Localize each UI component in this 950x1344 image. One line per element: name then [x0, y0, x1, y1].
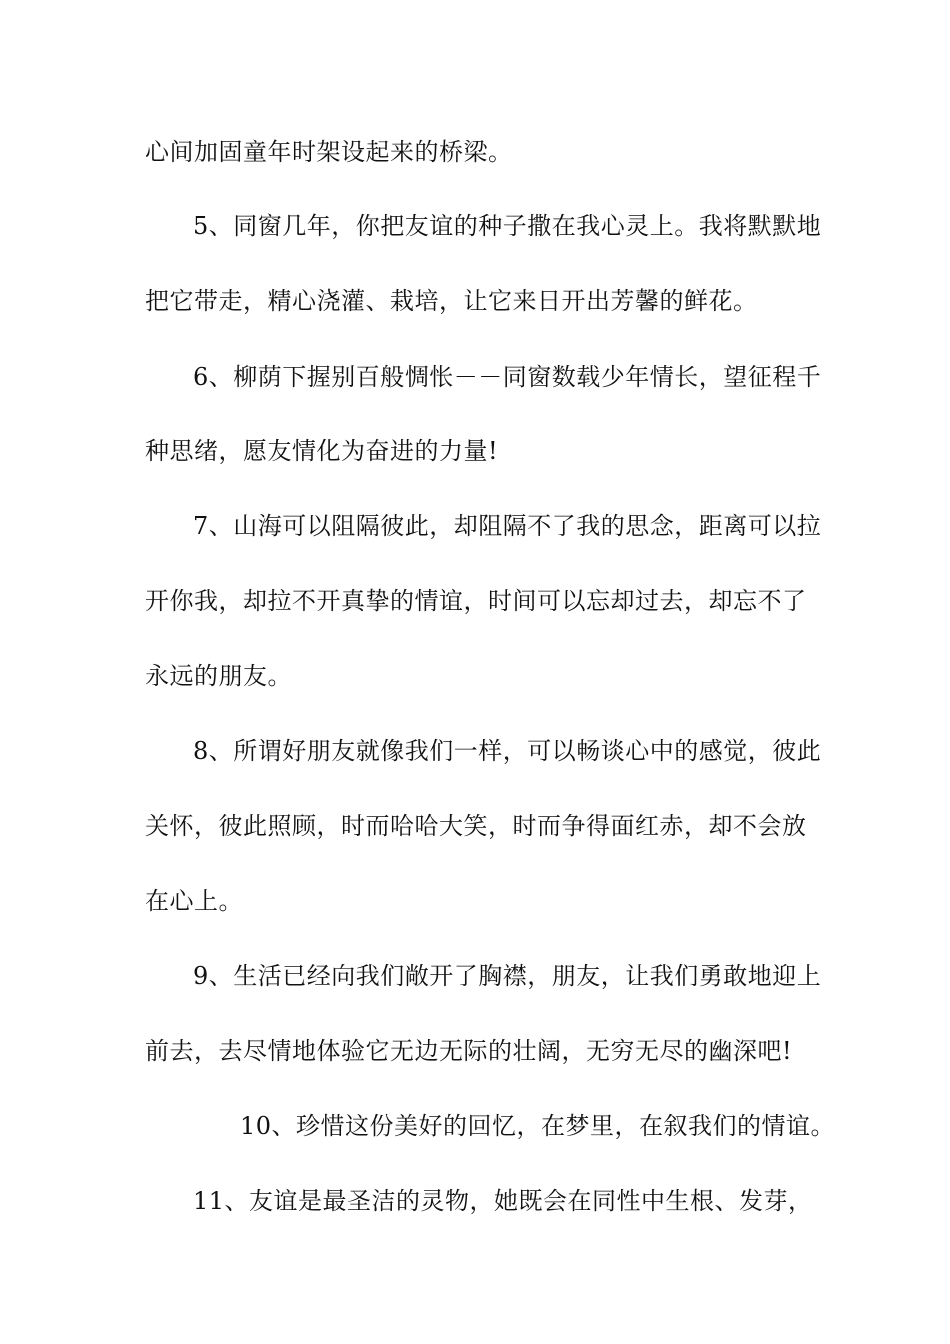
text-line: 9、生活已经向我们敞开了胸襟，朋友，让我们勇敢地迎上	[193, 962, 822, 990]
text-line: 8、所谓好朋友就像我们一样，可以畅谈心中的感觉，彼此	[193, 737, 822, 765]
text-line: 永远的朋友。	[145, 662, 292, 690]
text-line: 11、友谊是最圣洁的灵物，她既会在同性中生根、发芽，	[193, 1187, 813, 1215]
text-line: 在心上。	[145, 887, 243, 915]
text-line: 10、珍惜这份美好的回忆，在梦里，在叙我们的情谊。	[240, 1112, 836, 1140]
text-line: 7、山海可以阻隔彼此，却阻隔不了我的思念，距离可以拉	[193, 512, 822, 540]
text-line: 前去，去尽情地体验它无边无际的壮阔，无穷无尽的幽深吧!	[145, 1037, 793, 1065]
text-line: 把它带走，精心浇灌、栽培，让它来日开出芳馨的鲜花。	[145, 287, 758, 315]
text-line: 关怀，彼此照顾，时而哈哈大笑，时而争得面红赤，却不会放	[145, 812, 807, 840]
text-line: 种思绪，愿友情化为奋进的力量!	[145, 437, 499, 465]
text-line: 心间加固童年时架设起来的桥梁。	[145, 138, 513, 166]
text-line: 6、柳荫下握别百般惆怅－－同窗数载少年情长，望征程千	[193, 363, 822, 391]
text-line: 开你我，却拉不开真挚的情谊，时间可以忘却过去，却忘不了	[145, 587, 807, 615]
text-line: 5、同窗几年，你把友谊的种子撒在我心灵上。我将默默地	[193, 212, 822, 240]
